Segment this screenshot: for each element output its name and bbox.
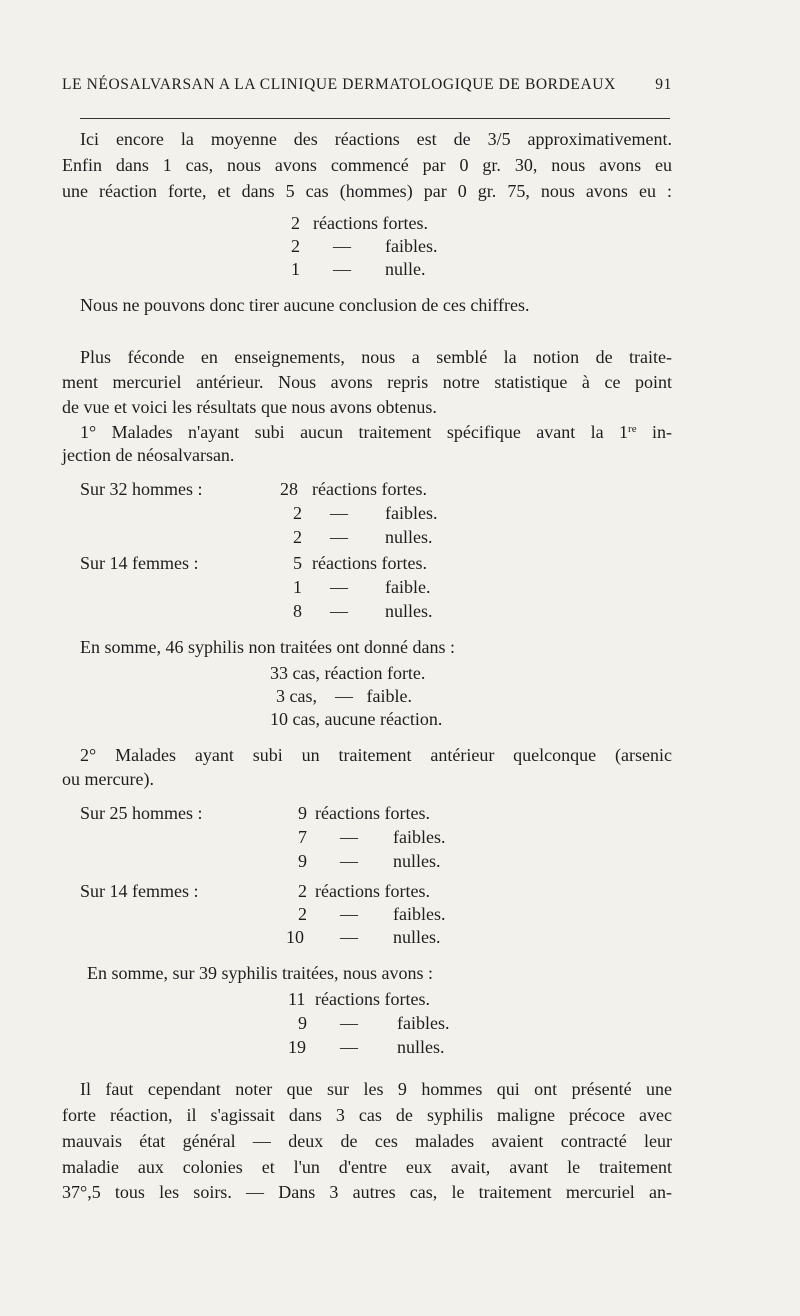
text-line: Enfin dans 1 cas, nous avons commencé par 0 gr. 30, nous avons eu [62, 155, 672, 175]
result-text: faibles. [393, 904, 446, 924]
result-text: nulles. [385, 601, 433, 621]
result-text: nulles. [397, 1037, 445, 1057]
group-label: Sur 14 femmes : [80, 553, 199, 573]
header-rule [80, 118, 670, 119]
section-heading-end: in- [636, 422, 672, 442]
result-text: faible. [385, 577, 431, 597]
ditto-dash: — [340, 1013, 358, 1033]
result-text: nulles. [393, 927, 441, 947]
ditto-dash: — [340, 827, 358, 847]
result-count: 2 [298, 904, 307, 924]
result-text: nulles. [393, 851, 441, 871]
text-line: Il faut cependant noter que sur les 9 hommes qui ont présenté une [80, 1079, 672, 1099]
text-line: de vue et voici les résultats que nous avons obtenus. [62, 397, 437, 417]
text-line: Ici encore la moyenne des réactions est de 3/5 approximativement. [80, 129, 672, 149]
summary-item: 10 cas, aucune réaction. [270, 709, 443, 729]
text-line: une réaction forte, et dans 5 cas (hommes) par 0 gr. 75, nous avons eu : [62, 181, 672, 201]
running-header [62, 76, 672, 94]
text-line: ou mercure). [62, 769, 154, 789]
ditto-dash: — [340, 927, 358, 947]
ditto-dash: — [340, 851, 358, 871]
summary-item: 33 cas, réaction forte. [270, 663, 426, 683]
text-line: Nous ne pouvons donc tirer aucune conclusion de ces chiffres. [80, 295, 530, 315]
section-heading-1 [80, 421, 672, 443]
result-text: réactions fortes. [315, 803, 430, 823]
result-text: faibles. [385, 236, 438, 256]
result-count: 9 [298, 803, 307, 823]
result-text: réactions fortes. [315, 881, 430, 901]
result-text: faibles. [397, 1013, 450, 1033]
text-line: ment mercuriel antérieur. Nous avons repris notre statistique à ce point [62, 372, 672, 392]
result-text: faibles. [393, 827, 446, 847]
result-count: 11 [288, 989, 306, 1009]
ditto-dash: — [330, 577, 348, 597]
ditto-dash: — [333, 236, 351, 256]
result-count: 9 [298, 1013, 307, 1033]
ditto-dash: — [330, 503, 348, 523]
text-line: mauvais état général — deux de ces malades avaient contracté leur [62, 1131, 672, 1151]
ditto-dash: — [340, 904, 358, 924]
text-line: maladie aux colonies et l'un d'entre eux avait, avant le traitement [62, 1157, 672, 1177]
result-count: 1 [291, 259, 300, 279]
ditto-dash: — [330, 527, 348, 547]
group-label: Sur 32 hommes : [80, 479, 203, 499]
result-text: réactions fortes. [315, 989, 430, 1009]
summary-item: 3 cas, — faible. [276, 686, 412, 706]
result-text: faibles. [385, 503, 438, 523]
section-heading-2: 2° Malades ayant subi un traitement antérieur quelconque (arsenic [80, 745, 672, 765]
result-count: 5 [293, 553, 302, 573]
result-count: 2 [291, 213, 300, 233]
result-text: réactions fortes. [312, 553, 427, 573]
superscript: re [628, 423, 637, 435]
text-line: forte réaction, il s'agissait dans 3 cas de syphilis maligne précoce avec [62, 1105, 672, 1125]
result-count: 7 [298, 827, 307, 847]
result-count: 1 [293, 577, 302, 597]
section-heading-text: 1° Malades n'ayant subi aucun traitement spécifique avant la 1 [80, 422, 629, 442]
text-line: jection de néosalvarsan. [62, 445, 235, 465]
result-text: nulle. [385, 259, 426, 279]
summary-line: En somme, 46 syphilis non traitées ont donné dans : [80, 637, 455, 657]
result-count: 2 [291, 236, 300, 256]
result-count: 8 [293, 601, 302, 621]
group-label: Sur 25 hommes : [80, 803, 203, 823]
ditto-dash: — [340, 1037, 358, 1057]
result-text: nulles. [385, 527, 433, 547]
ditto-dash: — [330, 601, 348, 621]
group-label: Sur 14 femmes : [80, 881, 199, 901]
page-number: 91 [655, 76, 672, 93]
text-line: 37°,5 tous les soirs. — Dans 3 autres cas, le traitement mercuriel an- [62, 1182, 672, 1202]
result-count: 9 [298, 851, 307, 871]
text-line: Plus féconde en enseignements, nous a semblé la notion de traite- [80, 347, 672, 367]
header-title: LE NÉOSALVARSAN A LA CLINIQUE DERMATOLOGIQUE DE BORDEAUX [62, 76, 616, 93]
result-count: 2 [293, 527, 302, 547]
result-count: 28 [280, 479, 298, 499]
result-count: 10 [286, 927, 304, 947]
summary-line: En somme, sur 39 syphilis traitées, nous avons : [87, 963, 433, 983]
result-count: 2 [298, 881, 307, 901]
result-count: 2 [293, 503, 302, 523]
result-count: 19 [288, 1037, 306, 1057]
result-text: réactions fortes. [312, 479, 427, 499]
result-text: réactions fortes. [313, 213, 428, 233]
ditto-dash: — [333, 259, 351, 279]
